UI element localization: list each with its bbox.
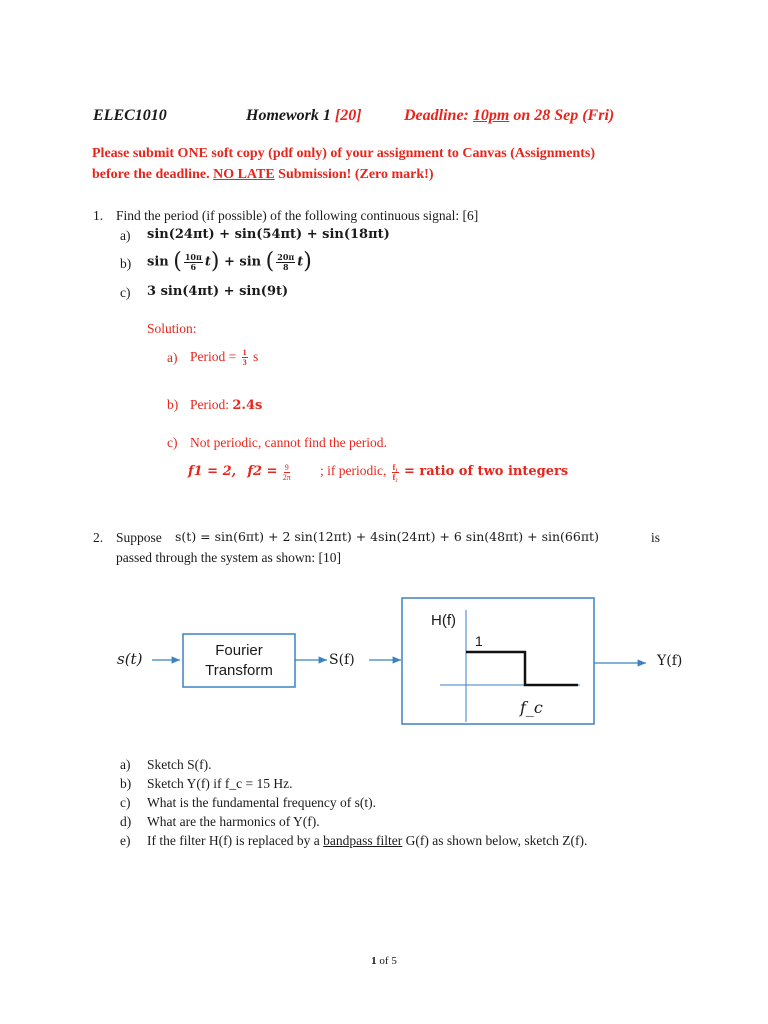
sol-b-answer: Period: 2.4s [190, 397, 263, 413]
q2b-label: b) [120, 776, 132, 791]
q1b-expression: sin ( $\frac{10\pi}{6}$ t) + sin ( $\frac{20\pi}{8}$ t) [147, 249, 312, 274]
sol-c-f2-fraction: $\frac{9}{2\pi}$ [282, 462, 291, 482]
deadline [404, 107, 614, 125]
q1a-label: a) [120, 228, 131, 243]
q2-line-2: passed through the system as shown: [10] [116, 550, 341, 565]
diagram-mid-label: S(f) [329, 652, 355, 668]
q2-signal: s(t) = sin(6πt) + 2 sin(12πt) + 4sin(24πt) + 6 sin(48πt) + sin(66πt) [175, 529, 599, 544]
q2a-label: a) [120, 757, 131, 772]
solution-label: Solution: [147, 321, 197, 336]
homework-title [246, 107, 362, 125]
q1b-fraction-1: $\frac{10\pi}{6}$ [184, 251, 202, 272]
q1c-expression: 3 sin(4πt) + sin(9t) [147, 284, 289, 299]
sol-c-ratio-fraction: $\frac{\text{f₁}}{\text{f₂}}$ [392, 462, 398, 482]
homework-label: Homework 1 [246, 107, 331, 124]
sol-a-answer: Period = $\frac{1}{3}$ s [190, 348, 259, 368]
filter-cutoff: f_c [520, 698, 543, 717]
sol-a-label: a) [167, 350, 178, 365]
q2b-text: Sketch Y(f) if f_c = 15 Hz. [147, 776, 293, 791]
filter-title: H(f) [431, 612, 456, 629]
q1b-fraction-2: $\frac{20\pi}{8}$ [277, 251, 295, 272]
q2d-text: What are the harmonics of Y(f). [147, 814, 320, 829]
bandpass-filter-term: bandpass filter [323, 833, 403, 848]
q2e-text: If the filter H(f) is replaced by a bandpass filter G(f) as shown below, sketch Z(f). [147, 833, 588, 848]
q2-is: is [651, 530, 661, 545]
fourier-box-label: Fourier Transform [205, 642, 273, 679]
sol-c-label: c) [167, 435, 178, 450]
homework-points: [20] [334, 107, 362, 124]
q2c-text: What is the fundamental frequency of s(t). [147, 795, 377, 810]
deadline-label: Deadline: [404, 107, 469, 124]
diagram-output-label: Y(f) [657, 653, 683, 669]
deadline-date: on 28 Sep (Fri) [513, 107, 615, 124]
q2-number: 2. [93, 530, 104, 545]
q1-text: Find the period (if possible) of the following continuous signal: [6] [116, 208, 479, 223]
q1c-label: c) [120, 285, 131, 300]
sol-c-text: Not periodic, cannot find the period. [190, 435, 387, 450]
filter-level: 1 [475, 633, 483, 649]
diagram-input-label: s(t) [117, 650, 143, 668]
q1-number: 1. [93, 208, 104, 223]
sol-b-label: b) [167, 397, 179, 412]
notice-line-1: Please submit ONE soft copy (pdf only) of your assignment to Canvas (Assignments) [92, 146, 595, 161]
no-late-text: NO LATE [213, 167, 275, 182]
q2a-text: Sketch S(f). [147, 757, 212, 772]
sol-b-value: 2.4s [232, 398, 263, 413]
q2-suppose: Suppose [116, 530, 162, 545]
page-number: 1 of 5 [371, 955, 397, 967]
deadline-time: 10pm [472, 107, 510, 124]
sol-a-fraction: $\frac{1}{3}$ [242, 348, 247, 368]
q1a-expression: sin(24πt) + sin(54πt) + sin(18πt) [147, 227, 390, 242]
q2d-label: d) [120, 814, 132, 829]
course-code: ELEC1010 [93, 107, 167, 124]
sol-c-detail: f1 = 2, f2 = $\frac{9}{2\pi}$ ; if periodic, $\frac{\text{f₁}}{\text{f₂}}$ = ratio of two integers [188, 462, 569, 482]
notice-line-2: before the deadline. NO LATE Submission! (Zero mark!) [92, 167, 434, 182]
q2c-label: c) [120, 795, 131, 810]
q1b-label: b) [120, 256, 132, 271]
q2e-label: e) [120, 833, 131, 848]
